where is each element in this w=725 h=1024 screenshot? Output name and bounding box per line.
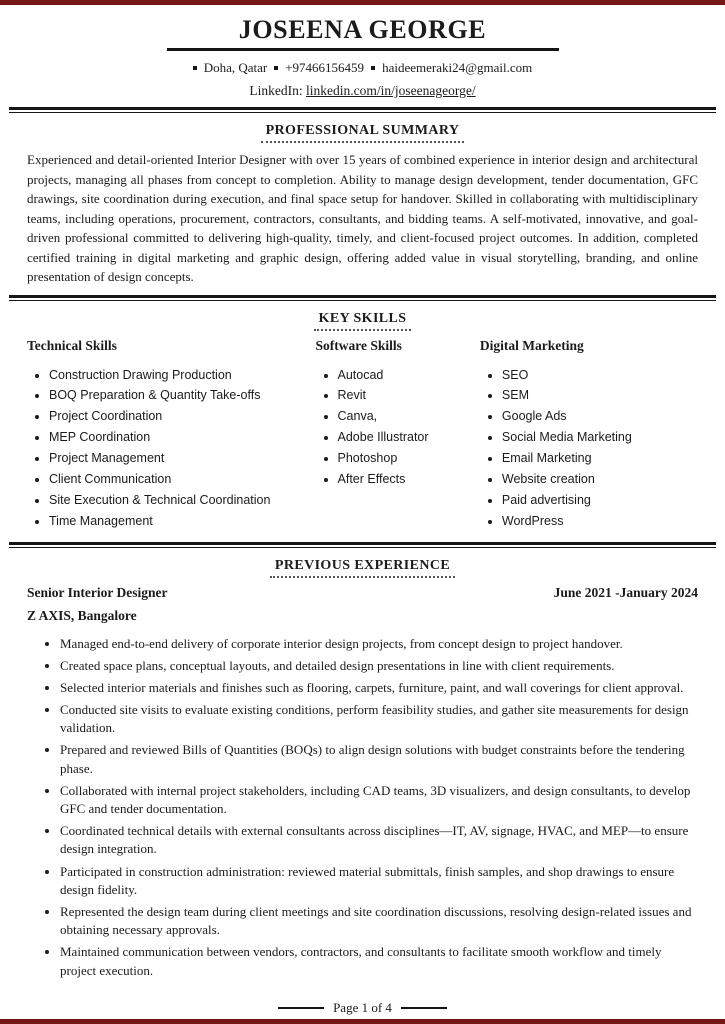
page-number: Page 1 of 4 (333, 1000, 392, 1015)
experience-bullet: • Selected interior materials and finishes such as flooring, carpets, furniture, paint, and wall coverings for client approval. (60, 679, 698, 697)
experience-heading: PREVIOUS EXPERIENCE (275, 558, 450, 578)
summary-text: Experienced and detail-oriented Interior Designer with over 15 years of combined experience in interior design and architectural projects, managing all phases from concept to completion. Ability to manage design development, tender documentation, GFC drawings, site coordination during execution, and final space setup for handover. Skilled in collaborating with multidisciplinary teams, including operations, procurement, contractors, consultants, and bidding teams. A self-motivated, innovative, and goal-driven professional committed to delivering high-quality, timely, and client-focused project outcomes. In addition, completed certified training in digital marketing and graphic design, offering added value in visual storytelling, branding, and online presentation of design concepts. (27, 152, 698, 284)
experience-bullet: • Conducted site visits to evaluate existing conditions, perform feasibility studies, and gather site measurements for design validation. (60, 701, 698, 737)
skill-item: • Client Communication (49, 471, 316, 488)
skill-item: • Canva, (338, 408, 480, 425)
footer-right-line (401, 1007, 447, 1009)
job-title: Senior Interior Designer (27, 584, 168, 600)
contact-phone: +97466156459 (285, 60, 365, 75)
bullet-square-icon (193, 66, 197, 70)
skill-item: • Adobe Illustrator (338, 429, 480, 446)
section-divider (9, 107, 716, 113)
name-underline (167, 48, 559, 51)
bullet-square-icon (371, 66, 375, 70)
candidate-name: JOSEENA GEORGE (238, 15, 487, 44)
skill-item: • WordPress (502, 513, 698, 530)
job-company: Z AXIS, Bangalore (27, 607, 137, 623)
skill-item: • Autocad (338, 367, 480, 384)
skill-item: • Website creation (502, 471, 698, 488)
resume-header (0, 0, 725, 99)
experience-bullet: • Collaborated with internal project stakeholders, including CAD teams, 3D visualizers, and design consultants, to develop GFC and tender documentation. (60, 782, 698, 818)
experience-bullet: • Created space plans, conceptual layouts, and detailed design presentations in line with client requirements. (60, 657, 698, 675)
experience-bullet: • Maintained communication between vendors, contractors, and consultants to facilitate smooth workflow and timely project execution. (60, 943, 698, 979)
experience-bullet: • Participated in construction administration: reviewed material submittals, finish samples, and shop drawings to ensure design fidelity. (60, 863, 698, 899)
skill-item: • Google Ads (502, 408, 698, 425)
skill-item: • BOQ Preparation & Quantity Take-offs (49, 387, 316, 404)
job-dates: June 2021 -January 2024 (553, 584, 698, 600)
skills-column-title: Digital Marketing (479, 337, 584, 353)
skills-list-software (316, 367, 480, 488)
summary-heading-wrap (27, 121, 698, 143)
job-header (27, 585, 698, 601)
skills-column-title: Technical Skills (27, 337, 117, 353)
skills-heading: KEY SKILLS (319, 311, 407, 331)
skill-item: • Project Management (49, 450, 316, 467)
skill-item: • Social Media Marketing (502, 429, 698, 446)
skills-list-technical (27, 367, 316, 530)
skills-column-software (316, 338, 480, 534)
skill-item: • Revit (338, 387, 480, 404)
contact-line (0, 60, 725, 76)
skill-item: • Project Coordination (49, 408, 316, 425)
experience-bullet: • Coordinated technical details with external consultants across disciplines—IT, AV, signage, HVAC, and MEP—to ensure design integration. (60, 822, 698, 858)
experience-heading-wrap (27, 556, 698, 578)
skill-item: • Photoshop (338, 450, 480, 467)
skill-item: • Construction Drawing Production (49, 367, 316, 384)
contact-location: Doha, Qatar (203, 60, 268, 75)
experience-bullet: • Prepared and reviewed Bills of Quantities (BOQs) to align design solutions with budget constraints before the tendering phase. (60, 741, 698, 777)
linkedin-link[interactable]: linkedin.com/in/joseenageorge/ (306, 83, 476, 98)
skill-item: • MEP Coordination (49, 429, 316, 446)
linkedin-line (0, 83, 725, 99)
skill-item: • Site Execution & Technical Coordination (49, 492, 316, 509)
page-top-border (0, 0, 725, 5)
contact-email: haideemeraki24@gmail.com (382, 60, 533, 75)
page-footer (0, 1000, 725, 1016)
skills-heading-wrap (27, 309, 698, 331)
summary-heading: PROFESSIONAL SUMMARY (266, 123, 460, 143)
footer-left-line (278, 1007, 324, 1009)
skill-item: • Time Management (49, 513, 316, 530)
section-divider (9, 295, 716, 301)
job-bullet-list (27, 635, 698, 980)
skills-section (0, 309, 725, 534)
skills-list-digital-marketing (480, 367, 698, 530)
summary-section (0, 121, 725, 287)
skill-item: • After Effects (338, 471, 480, 488)
skills-column-digital-marketing (480, 338, 698, 534)
experience-bullet: • Represented the design team during client meetings and site coordination discussions, resolving design-related issues and obtaining necessary approvals. (60, 903, 698, 939)
skills-column-title: Software Skills (315, 337, 402, 353)
experience-bullet: • Managed end-to-end delivery of corporate interior design projects, from concept design to project handover. (60, 635, 698, 653)
skills-columns (27, 338, 698, 534)
linkedin-label: LinkedIn: (249, 83, 303, 98)
skill-item: • SEM (502, 387, 698, 404)
skill-item: • SEO (502, 367, 698, 384)
bullet-square-icon (274, 66, 278, 70)
page-bottom-border (0, 1019, 725, 1024)
experience-section (0, 556, 725, 980)
skills-column-technical (27, 338, 316, 534)
skill-item: • Email Marketing (502, 450, 698, 467)
skill-item: • Paid advertising (502, 492, 698, 509)
section-divider (9, 542, 716, 548)
